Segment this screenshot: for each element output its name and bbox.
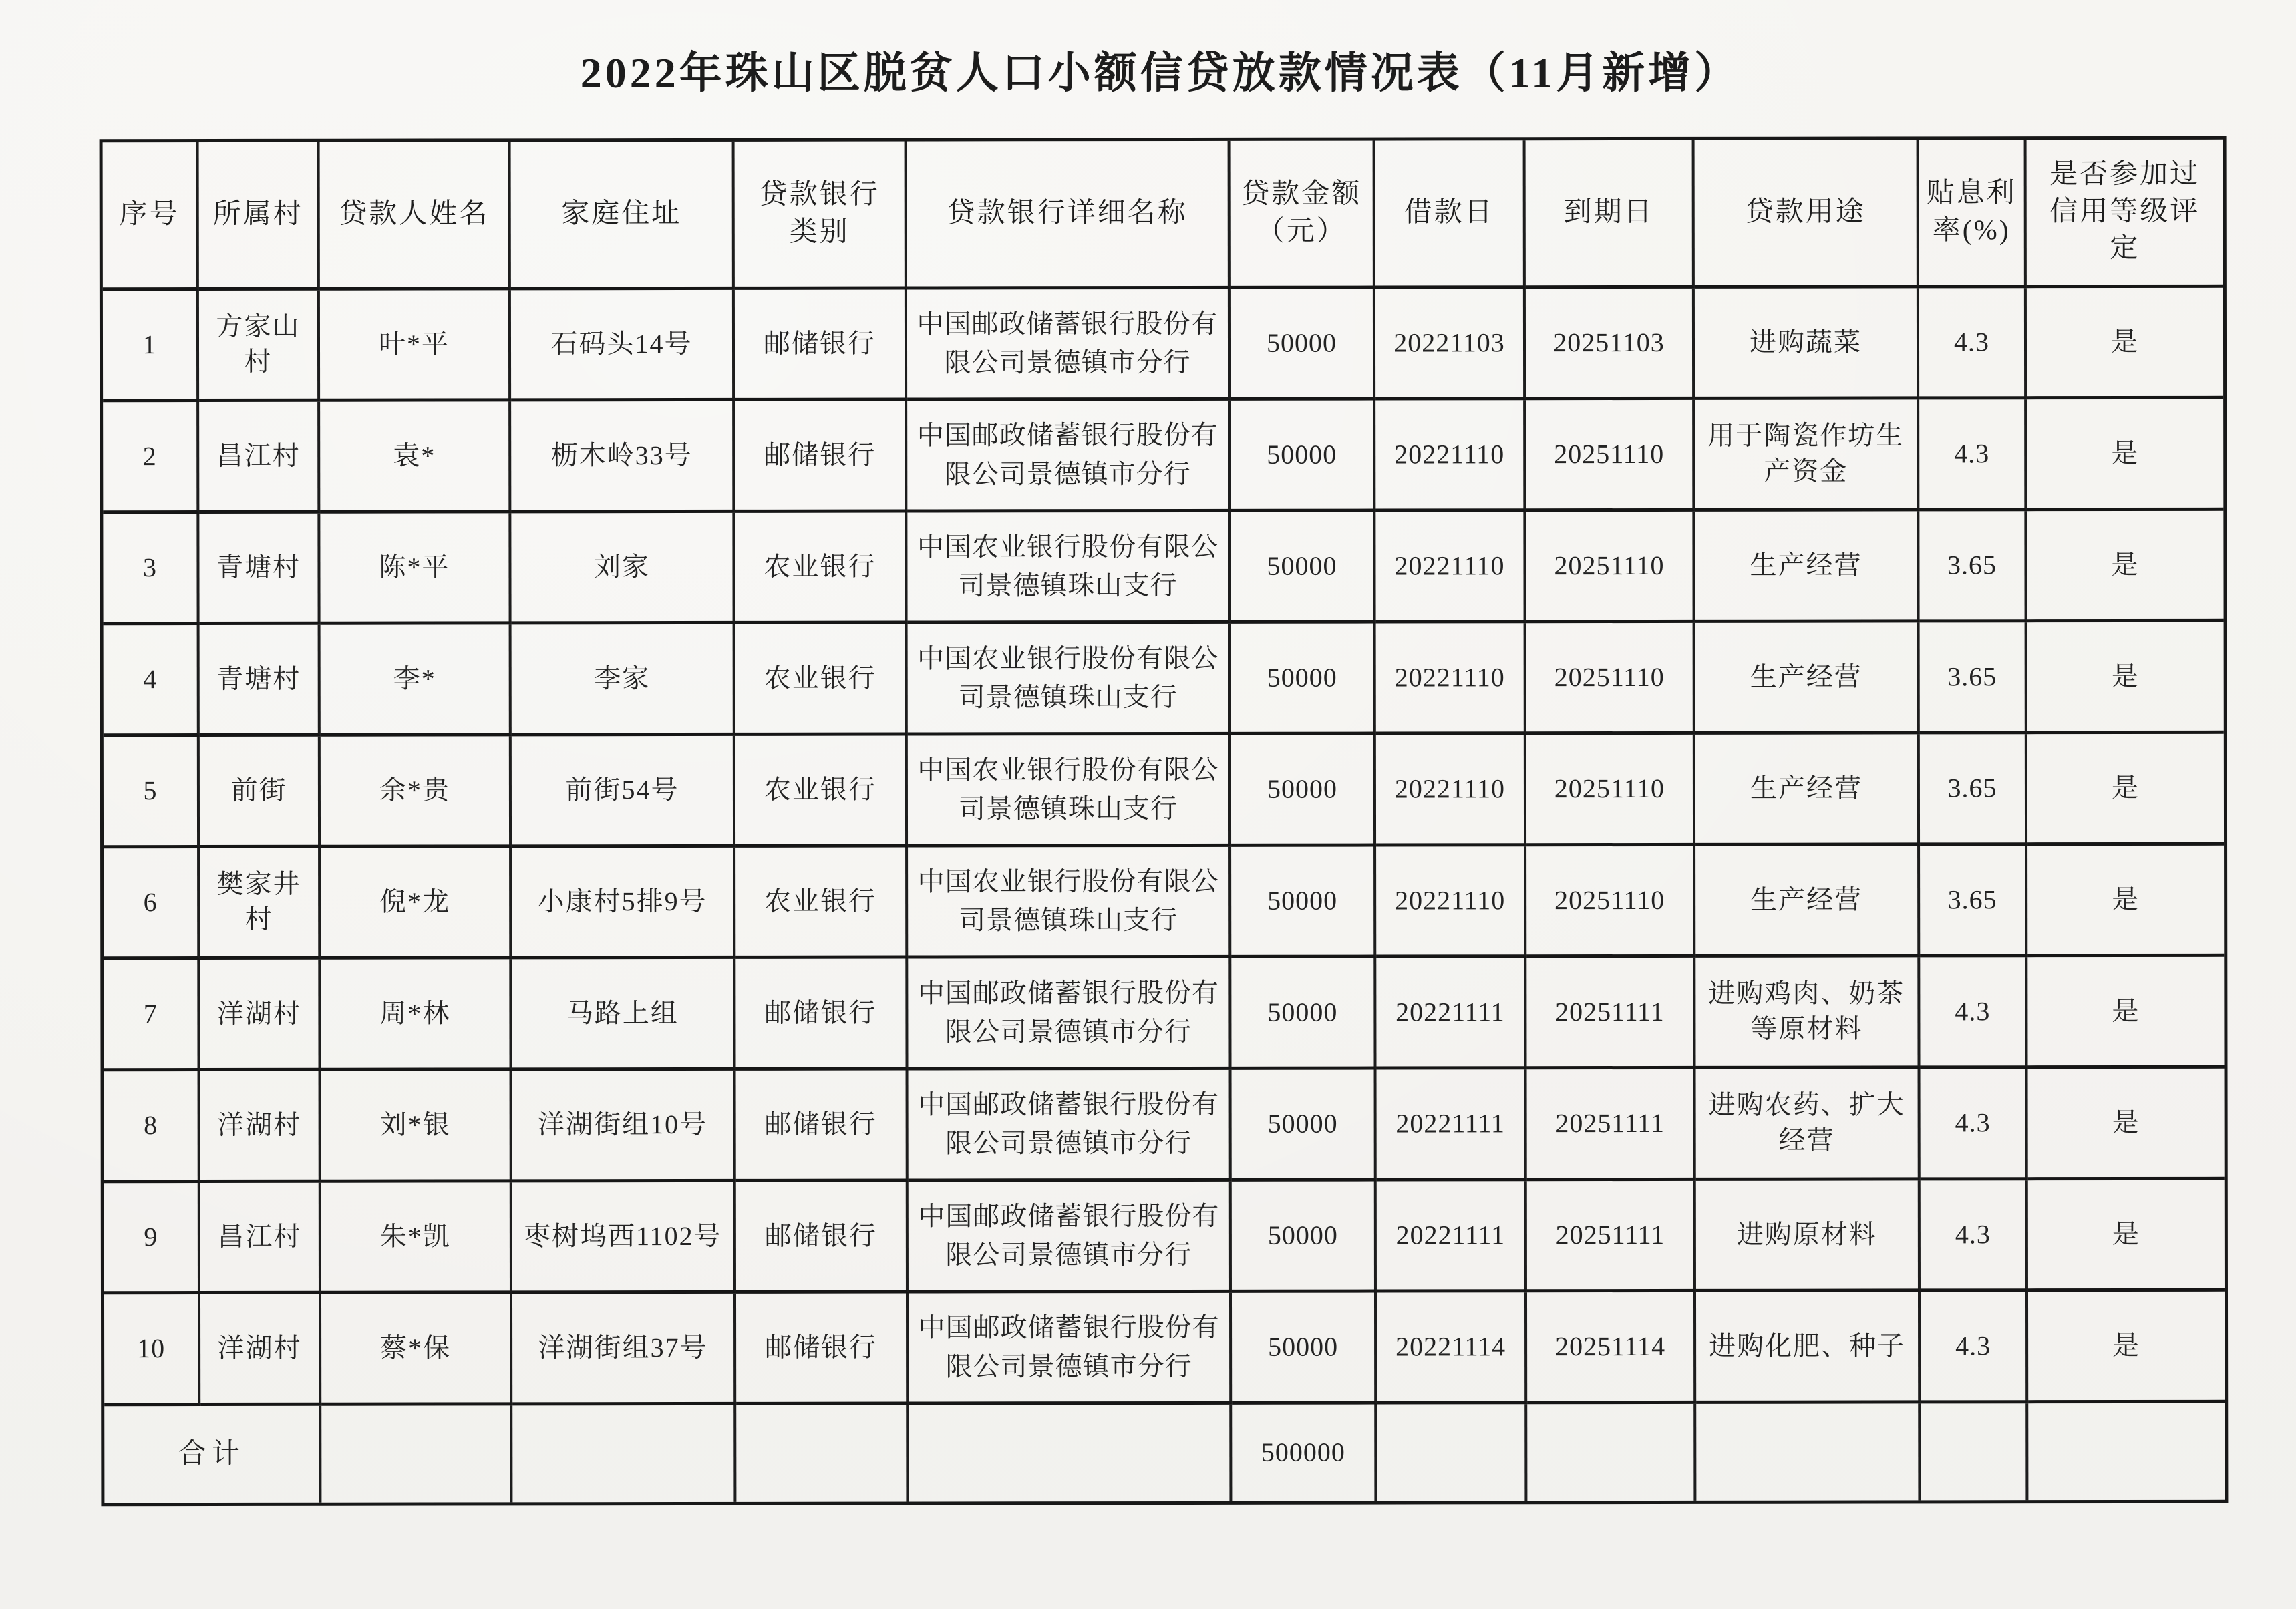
table-cell: 3.65 — [1920, 846, 2027, 957]
header-cell: 序号 — [103, 142, 199, 291]
table-cell: 50000 — [1231, 401, 1375, 512]
table-cell: 邮储银行 — [735, 959, 908, 1071]
table-cell: 进购蔬菜 — [1695, 288, 1919, 399]
table-cell: 3.65 — [1919, 511, 2027, 622]
table-cell: 20251111 — [1527, 1181, 1696, 1292]
table-cell: 3 — [103, 514, 199, 625]
table-cell: 洋湖街组10号 — [512, 1071, 736, 1182]
table-cell: 中国农业银行股份有限公 司景德镇珠山支行 — [908, 624, 1231, 736]
table-cell: 是 — [2027, 846, 2224, 957]
table-cell: 农业银行 — [735, 848, 908, 959]
header-cell: 贴息利 率(%) — [1919, 140, 2027, 288]
table-cell: 前街 — [200, 737, 321, 848]
header-cell: 贷款人姓名 — [320, 142, 511, 290]
header-cell: 借款日 — [1375, 140, 1526, 289]
header-cell: 贷款金额 （元） — [1231, 141, 1375, 289]
header-cell: 所属村 — [199, 142, 320, 291]
table-cell: 20221110 — [1376, 846, 1526, 958]
table-cell — [1921, 1403, 2028, 1500]
table-cell: 中国农业银行股份有限公 司景德镇珠山支行 — [907, 512, 1231, 624]
table-cell: 周*林 — [321, 959, 512, 1071]
table-cell: 小康村5排9号 — [512, 848, 735, 959]
header-cell: 是否参加过 信用等级评 定 — [2027, 140, 2223, 288]
table-cell: 50000 — [1231, 624, 1376, 735]
total-label-cell: 合计 — [104, 1406, 321, 1503]
table-cell: 50000 — [1232, 1182, 1377, 1293]
table-cell: 9 — [104, 1183, 200, 1294]
table-cell: 方家山 村 — [199, 291, 320, 402]
table-cell: 4 — [104, 625, 200, 737]
table-cell: 是 — [2027, 288, 2223, 399]
table-cell: 进购鸡肉、奶茶 等原材料 — [1695, 957, 1920, 1069]
table-cell: 袁* — [320, 401, 511, 513]
table-cell: 20221110 — [1376, 735, 1526, 846]
table-cell: 中国邮政储蓄银行股份有 限公司景德镇市分行 — [907, 289, 1231, 401]
table-cell: 20221111 — [1377, 1181, 1527, 1292]
table-cell: 是 — [2028, 1069, 2225, 1180]
total-amount-cell: 500000 — [1232, 1405, 1377, 1501]
table-cell: 生产经营 — [1695, 846, 1920, 957]
table-cell: 生产经营 — [1695, 511, 1919, 622]
table-cell: 是 — [2027, 622, 2224, 734]
table-cell: 50000 — [1232, 1070, 1377, 1182]
table-cell: 4.3 — [1919, 399, 2027, 511]
table-cell: 是 — [2028, 1180, 2225, 1292]
table-cell: 昌江村 — [200, 1183, 321, 1294]
table-cell: 用于陶瓷作坊生 产资金 — [1695, 399, 1919, 511]
table-cell: 樊家井村 — [200, 848, 321, 960]
table-cell — [512, 1405, 736, 1502]
table-cell: 邮储银行 — [736, 1071, 909, 1182]
table-cell: 4.3 — [1921, 1069, 2028, 1180]
table-cell: 邮储银行 — [735, 290, 907, 401]
table-cell: 朱*凯 — [321, 1182, 512, 1294]
table-cell: 叶*平 — [320, 290, 511, 401]
table-cell: 青塘村 — [200, 625, 321, 737]
table-cell: 20221111 — [1377, 1069, 1527, 1181]
table-cell: 陈*平 — [320, 513, 511, 624]
table-cell — [1696, 1403, 1921, 1500]
table-cell: 4.3 — [1920, 957, 2027, 1069]
table-cell: 50000 — [1231, 847, 1376, 958]
table-cell: 中国邮政储蓄银行股份有 限公司景德镇市分行 — [909, 1293, 1232, 1405]
table-cell: 20221110 — [1376, 623, 1526, 735]
table-cell: 中国邮政储蓄银行股份有 限公司景德镇市分行 — [909, 1070, 1232, 1182]
table-cell: 刘*银 — [321, 1071, 512, 1182]
table-cell: 20221111 — [1376, 958, 1526, 1069]
table-cell: 20251110 — [1526, 400, 1695, 512]
table-cell: 农业银行 — [735, 624, 908, 736]
table-cell: 中国农业银行股份有限公 司景德镇珠山支行 — [908, 735, 1231, 848]
table-cell: 中国邮政储蓄银行股份有 限公司景德镇市分行 — [908, 958, 1231, 1071]
table-cell: 洋湖街组37号 — [512, 1294, 736, 1405]
table-cell: 20251103 — [1526, 289, 1695, 400]
loan-table — [100, 136, 2229, 1506]
table-cell: 10 — [104, 1294, 200, 1406]
table-cell: 李* — [321, 624, 512, 736]
table-cell — [1527, 1404, 1696, 1501]
table-cell: 4.3 — [1921, 1292, 2028, 1403]
table-cell — [736, 1405, 909, 1502]
table-cell: 20251114 — [1527, 1292, 1696, 1404]
table-cell: 农业银行 — [735, 736, 908, 848]
table-cell: 8 — [104, 1071, 200, 1183]
table-cell: 50000 — [1231, 512, 1375, 624]
table-cell: 6 — [104, 848, 200, 960]
header-cell: 家庭住址 — [511, 142, 735, 290]
header-cell: 贷款用途 — [1695, 140, 1919, 288]
table-cell: 20251110 — [1526, 512, 1695, 623]
table-cell: 昌江村 — [199, 402, 320, 514]
table-cell: 前街54号 — [512, 736, 735, 848]
table-cell: 20251111 — [1526, 958, 1695, 1069]
table-cell: 50000 — [1231, 735, 1376, 847]
table-cell: 3.65 — [1920, 734, 2027, 846]
table-cell: 20221103 — [1375, 289, 1526, 400]
table-cell: 洋湖村 — [200, 1294, 321, 1406]
table-cell: 20221110 — [1375, 400, 1526, 512]
table-cell: 1 — [103, 291, 199, 402]
table-cell: 倪*龙 — [321, 848, 512, 959]
table-cell: 20251111 — [1527, 1069, 1696, 1181]
table-cell: 中国邮政储蓄银行股份有 限公司景德镇市分行 — [907, 401, 1231, 513]
table-cell: 洋湖村 — [200, 960, 321, 1071]
table-cell: 4.3 — [1921, 1180, 2028, 1292]
table-cell: 3.65 — [1920, 622, 2027, 734]
table-cell: 生产经营 — [1695, 734, 1920, 846]
table-cell: 枣树坞西1102号 — [512, 1182, 736, 1294]
table-cell — [909, 1405, 1232, 1502]
header-cell: 贷款银行详细名称 — [907, 141, 1231, 290]
table-cell: 4.3 — [1919, 288, 2027, 399]
table-cell — [2028, 1403, 2225, 1500]
table-cell: 2 — [103, 402, 199, 514]
table-cell: 20251110 — [1526, 735, 1695, 846]
table-cell: 余*贵 — [321, 736, 512, 848]
document-title: 2022年珠山区脱贫人口小额信贷放款情况表（11月新增） — [580, 49, 1741, 97]
table-cell — [1377, 1404, 1527, 1501]
table-cell: 7 — [104, 960, 200, 1071]
header-cell: 到期日 — [1526, 140, 1695, 289]
table-cell: 是 — [2027, 399, 2223, 511]
table-cell: 5 — [104, 737, 200, 848]
table-cell: 是 — [2028, 1292, 2225, 1403]
table-cell: 是 — [2027, 957, 2224, 1069]
table-cell: 蔡*保 — [321, 1294, 512, 1405]
table-cell: 刘家 — [511, 513, 735, 624]
table-cell: 邮储银行 — [736, 1294, 909, 1405]
table-cell: 是 — [2027, 734, 2224, 846]
table-cell: 50000 — [1231, 958, 1376, 1070]
table-cell: 邮储银行 — [735, 401, 907, 513]
table-cell: 20221110 — [1375, 512, 1526, 623]
table-cell: 农业银行 — [735, 513, 907, 624]
table-cell: 是 — [2027, 511, 2223, 622]
table-cell: 邮储银行 — [736, 1182, 909, 1294]
table-cell: 中国邮政储蓄银行股份有 限公司景德镇市分行 — [909, 1182, 1232, 1294]
table-cell: 20251110 — [1526, 623, 1695, 735]
table-cell — [321, 1405, 512, 1502]
table-cell: 进购原材料 — [1696, 1180, 1921, 1292]
table-cell: 20221114 — [1377, 1292, 1527, 1404]
table-cell: 生产经营 — [1695, 622, 1920, 734]
table-cell: 李家 — [512, 624, 735, 736]
table-cell: 中国农业银行股份有限公 司景德镇珠山支行 — [908, 847, 1231, 959]
table-cell: 洋湖村 — [200, 1071, 321, 1183]
table-cell: 枥木岭33号 — [511, 401, 735, 513]
table-cell: 50000 — [1231, 289, 1375, 401]
table-cell: 进购化肥、种子 — [1696, 1292, 1921, 1403]
table-cell: 青塘村 — [199, 514, 320, 625]
table-cell: 马路上组 — [512, 959, 735, 1071]
table-cell: 石码头14号 — [511, 290, 735, 401]
table-cell: 20251110 — [1526, 846, 1695, 958]
header-cell: 贷款银行 类别 — [735, 142, 907, 290]
table-cell: 50000 — [1232, 1293, 1377, 1405]
table-cell: 进购农药、扩大 经营 — [1696, 1069, 1921, 1180]
